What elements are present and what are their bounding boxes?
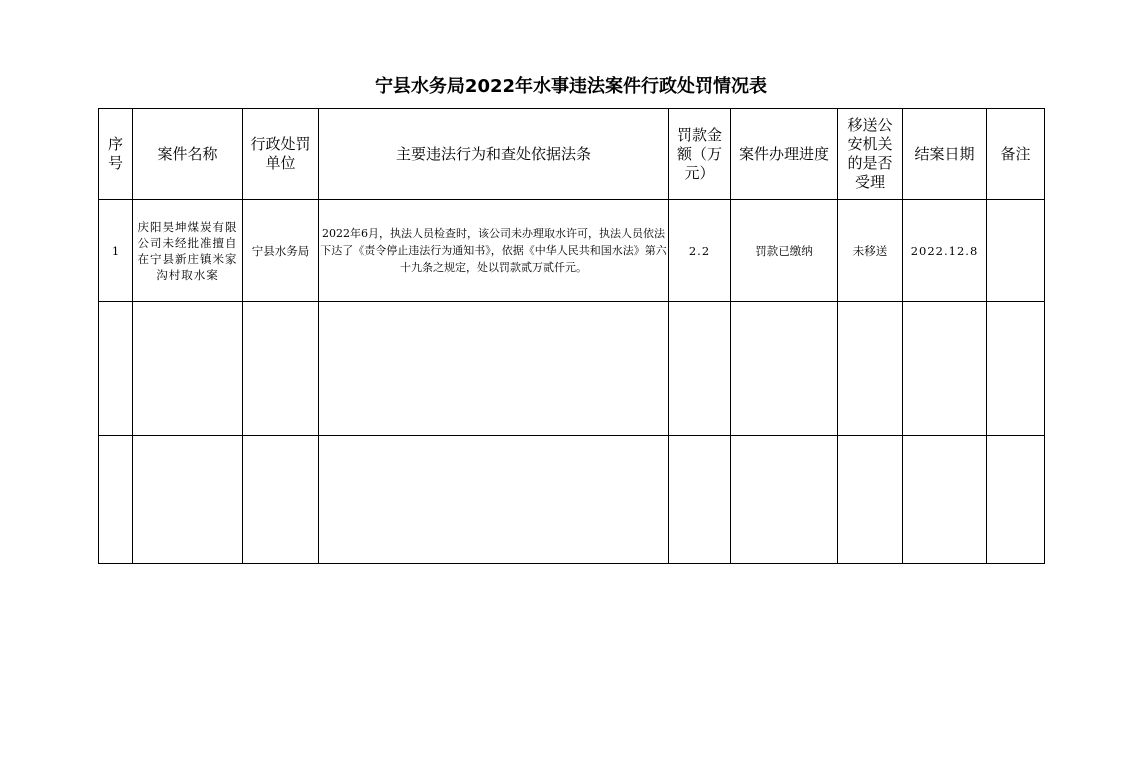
empty-cell: [838, 302, 903, 436]
empty-cell: [319, 302, 669, 436]
penalty-table: [98, 108, 1045, 564]
empty-cell: [243, 436, 319, 564]
empty-cell: [669, 302, 731, 436]
header-case-name: 案件名称: [133, 109, 243, 200]
empty-cell: [133, 302, 243, 436]
empty-cell: [731, 302, 838, 436]
cell-case-name: 庆阳昊坤煤炭有限公司未经批准擅自在宁县新庄镇米家沟村取水案: [133, 200, 243, 302]
cell-facts: 2022年6月，执法人员检查时，该公司未办理取水许可，执法人员依法下达了《责令停止违法行为通知书》，依据《中华人民共和国水法》第六十九条之规定，处以罚款贰万贰仟元。: [319, 200, 669, 302]
cell-remark: [987, 200, 1045, 302]
header-seq: 序 号: [99, 109, 133, 200]
table-row-empty: [99, 302, 1045, 436]
header-unit: 行政处罚 单位: [243, 109, 319, 200]
empty-cell: [133, 436, 243, 564]
page-title: 宁县水务局2022年水事违法案件行政处罚情况表: [374, 76, 768, 97]
empty-cell: [987, 302, 1045, 436]
empty-cell: [987, 436, 1045, 564]
header-close-date: 结案日期: [903, 109, 987, 200]
table-row-empty: [99, 436, 1045, 564]
header-police: 移送公 安机关 的是否 受理: [838, 109, 903, 200]
header-amount: 罚款金 额（万 元）: [669, 109, 731, 200]
empty-cell: [731, 436, 838, 564]
cell-police: 未移送: [838, 200, 903, 302]
empty-cell: [669, 436, 731, 564]
header-row: [99, 109, 1045, 200]
empty-cell: [903, 302, 987, 436]
empty-cell: [319, 436, 669, 564]
header-remark: 备注: [987, 109, 1045, 200]
empty-cell: [99, 436, 133, 564]
empty-cell: [243, 302, 319, 436]
table-row: [99, 200, 1045, 302]
cell-unit: 宁县水务局: [243, 200, 319, 302]
header-progress: 案件办理进度: [731, 109, 838, 200]
cell-progress: 罚款已缴纳: [731, 200, 838, 302]
header-facts: 主要违法行为和查处依据法条: [319, 109, 669, 200]
empty-cell: [903, 436, 987, 564]
cell-amount: 2.2: [669, 200, 731, 302]
empty-cell: [99, 302, 133, 436]
empty-cell: [838, 436, 903, 564]
cell-seq: 1: [99, 200, 133, 302]
cell-close-date: 2022.12.8: [903, 200, 987, 302]
